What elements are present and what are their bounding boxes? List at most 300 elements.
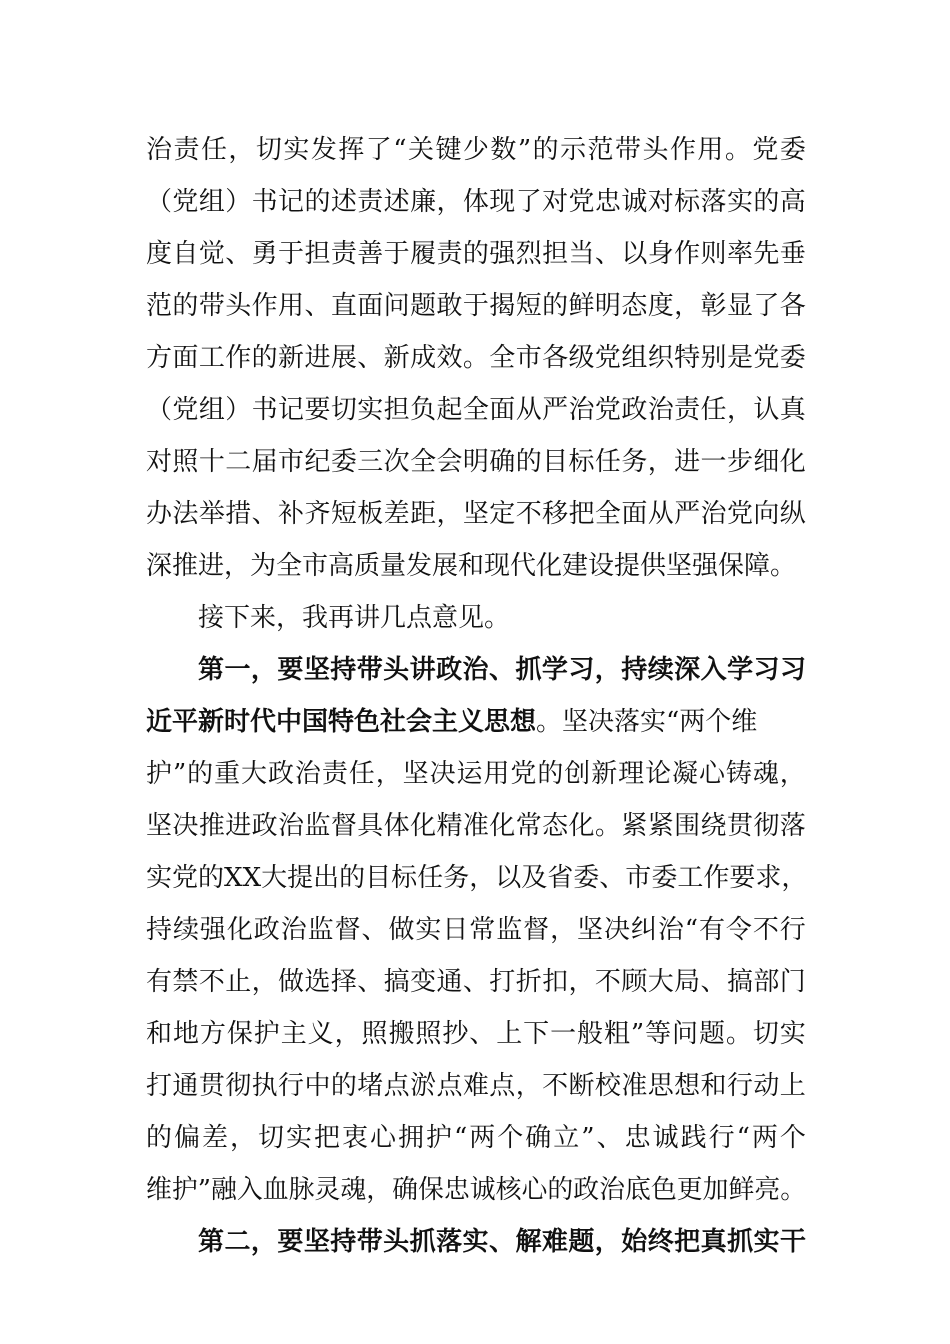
glyph: 、 [700, 967, 727, 997]
glyph: 题 [568, 1227, 595, 1257]
glyph: 通 [436, 967, 463, 997]
glyph: 成 [410, 343, 437, 373]
glyph: 、 [599, 863, 626, 893]
glyph: 不 [752, 915, 779, 945]
glyph: （ [146, 395, 173, 425]
glyph: 续 [172, 915, 199, 945]
glyph: ， [230, 1123, 257, 1153]
glyph: 创 [564, 759, 591, 789]
glyph: 抄 [442, 1019, 469, 1049]
glyph: 把 [314, 1123, 341, 1153]
glyph: 法 [172, 499, 199, 529]
glyph: 搬 [388, 1019, 415, 1049]
glyph: 面 [172, 343, 199, 373]
glyph: 移 [542, 499, 569, 529]
glyph: 推 [198, 811, 225, 841]
glyph: 对 [647, 187, 674, 217]
glyph: 终 [647, 1227, 674, 1257]
glyph: 高 [779, 187, 806, 217]
glyph: 治 [280, 915, 307, 945]
glyph: ， [779, 759, 806, 789]
glyph: 偏 [174, 1123, 201, 1153]
glyph: 了 [515, 187, 542, 217]
glyph: 的 [187, 759, 214, 789]
text-line [146, 488, 806, 540]
glyph: 党 [510, 759, 537, 789]
glyph: 组 [621, 343, 648, 373]
glyph: 是 [726, 343, 753, 373]
glyph: 、 [596, 1123, 623, 1153]
glyph: 强 [199, 915, 226, 945]
glyph: 党 [726, 499, 753, 529]
glyph: 想 [674, 1071, 701, 1101]
glyph: 自 [172, 239, 199, 269]
glyph: 十 [198, 447, 225, 477]
glyph: 委 [330, 447, 357, 477]
glyph: 变 [410, 967, 437, 997]
glyph: 进 [304, 343, 331, 373]
glyph: 方 [146, 343, 173, 373]
paragraph-transition [146, 592, 806, 644]
glyph: 党 [594, 343, 621, 373]
glyph: 政 [251, 811, 278, 841]
glyph: ， [250, 1227, 277, 1257]
glyph: 把 [674, 1227, 701, 1257]
glyph: 从 [647, 499, 674, 529]
glyph: ， [469, 863, 496, 893]
glyph: 止 [225, 967, 252, 997]
glyph: ， [436, 187, 463, 217]
glyph: 督 [334, 915, 361, 945]
glyph: 特 [674, 343, 701, 373]
text-line [146, 800, 806, 852]
text-line [146, 280, 806, 332]
glyph: 顾 [621, 967, 648, 997]
glyph: 照 [172, 447, 199, 477]
glyph: 强 [489, 239, 516, 269]
glyph: 理 [618, 759, 645, 789]
glyph: 紧 [621, 811, 648, 841]
glyph: 显 [726, 291, 753, 321]
glyph: 党 [594, 395, 621, 425]
glyph: 两 [469, 1123, 496, 1153]
glyph: 党 [752, 135, 779, 165]
glyph: 面 [621, 499, 648, 529]
glyph: 精 [436, 811, 463, 841]
glyph: 讲 [409, 655, 436, 685]
glyph: 少 [462, 135, 489, 165]
glyph: 持 [330, 1227, 357, 1257]
glyph: 局 [674, 967, 701, 997]
glyph: 解 [515, 1227, 542, 1257]
glyph: 以 [621, 239, 648, 269]
glyph: 勇 [251, 239, 278, 269]
glyph: 标 [391, 863, 418, 893]
glyph: 心 [698, 759, 725, 789]
glyph: 大 [241, 759, 268, 789]
glyph: 带 [615, 135, 642, 165]
glyph: 行 [779, 915, 806, 945]
glyph: 淤 [410, 1071, 437, 1101]
glyph: 抓 [409, 1227, 436, 1257]
glyph: 第 [198, 1227, 225, 1257]
glyph: 立 [553, 1123, 580, 1153]
glyph: 第 [198, 655, 225, 685]
glyph: 执 [251, 1071, 278, 1101]
glyph: 于 [462, 291, 489, 321]
glyph: 大 [261, 863, 288, 893]
glyph: 点 [489, 1071, 516, 1101]
glyph: 点 [383, 1071, 410, 1101]
glyph: 责 [674, 395, 701, 425]
glyph: 严 [674, 499, 701, 529]
glyph: 短 [515, 291, 542, 321]
glyph: 准 [462, 811, 489, 841]
glyph: 治 [568, 395, 595, 425]
glyph: 担 [383, 395, 410, 425]
glyph: 党 [172, 187, 199, 217]
glyph: X [242, 863, 262, 893]
glyph: 监 [496, 915, 523, 945]
glyph: 作 [251, 291, 278, 321]
glyph: 中 [304, 1071, 331, 1101]
glyph: 下 [523, 1019, 550, 1049]
glyph: 新 [383, 343, 410, 373]
glyph: 要 [729, 863, 756, 893]
glyph: 重 [214, 759, 241, 789]
glyph: 头 [383, 1227, 410, 1257]
glyph: 记 [278, 395, 305, 425]
glyph: 打 [146, 1071, 173, 1101]
glyph: 要 [277, 1227, 304, 1257]
glyph: 对 [146, 447, 173, 477]
glyph: ， [250, 655, 277, 685]
glyph: 习 [568, 655, 595, 685]
glyph: 贯 [726, 811, 753, 841]
glyph: 履 [410, 239, 437, 269]
glyph: 率 [726, 239, 753, 269]
heading-text [198, 1216, 806, 1268]
glyph: 起 [436, 395, 463, 425]
glyph: 不 [542, 1071, 569, 1101]
glyph: 向 [753, 499, 780, 529]
glyph: 关 [407, 135, 434, 165]
glyph: ” [172, 759, 187, 789]
glyph: 带 [356, 1227, 383, 1257]
glyph: 贯 [198, 1071, 225, 1101]
glyph: 决 [429, 759, 456, 789]
text-line [146, 124, 806, 176]
glyph: 凝 [672, 759, 699, 789]
glyph: 般 [577, 1019, 604, 1049]
glyph: 治 [647, 395, 674, 425]
glyph: 铸 [725, 759, 752, 789]
glyph: 明 [462, 447, 489, 477]
glyph: 担 [304, 239, 331, 269]
glyph: 学 [541, 655, 568, 685]
glyph: 键 [435, 135, 462, 165]
glyph: 护 [253, 1019, 280, 1049]
glyph: 个 [779, 1123, 806, 1153]
glyph: 、 [469, 1019, 496, 1049]
glyph: 以 [495, 863, 522, 893]
glyph: 责 [330, 239, 357, 269]
text-line [146, 956, 806, 1008]
glyph: 二 [225, 447, 252, 477]
glyph: 体 [462, 187, 489, 217]
glyph: 垂 [779, 239, 806, 269]
glyph: 一 [550, 1019, 577, 1049]
glyph: “ [454, 1123, 468, 1153]
line-text [146, 956, 806, 1008]
glyph: 从 [515, 395, 542, 425]
glyph: 政 [436, 655, 463, 685]
glyph: 各 [779, 291, 806, 321]
glyph: 的 [251, 343, 278, 373]
glyph: 了 [753, 291, 780, 321]
glyph: 进 [674, 447, 701, 477]
glyph: 标 [674, 187, 701, 217]
glyph: 实 [779, 1019, 806, 1049]
line-text [146, 904, 806, 956]
glyph: 市 [278, 447, 305, 477]
glyph: 坚 [303, 1227, 330, 1257]
glyph: 实 [286, 1123, 313, 1153]
glyph: 三 [357, 447, 384, 477]
glyph: 坚 [402, 759, 429, 789]
glyph: 坚 [303, 655, 330, 685]
glyph: 切 [258, 1123, 285, 1153]
glyph: 主 [280, 1019, 307, 1049]
glyph: 于 [383, 239, 410, 269]
glyph: 坚 [462, 499, 489, 529]
glyph: 用 [278, 291, 305, 321]
glyph: 补 [278, 499, 305, 529]
text-line [146, 748, 806, 800]
glyph: 全 [410, 447, 437, 477]
glyph: 行 [278, 1071, 305, 1101]
glyph: ， [647, 447, 674, 477]
glyph: 政 [253, 915, 280, 945]
glyph: 不 [594, 967, 621, 997]
glyph: 运 [456, 759, 483, 789]
glyph: 新 [278, 343, 305, 373]
glyph: 先 [753, 239, 780, 269]
glyph: 任 [348, 759, 375, 789]
text-line [146, 384, 806, 436]
glyph: 习 [779, 655, 806, 685]
glyph: 决 [603, 915, 630, 945]
glyph: 和 [146, 1019, 173, 1049]
glyph: 板 [357, 499, 384, 529]
glyph: 。 [594, 811, 621, 841]
glyph: 任 [700, 395, 727, 425]
glyph: 始 [621, 1227, 648, 1257]
glyph: 实 [357, 395, 384, 425]
glyph: 于 [278, 239, 305, 269]
glyph: 护 [426, 1123, 453, 1153]
glyph: 落 [436, 1227, 463, 1257]
glyph: 论 [645, 759, 672, 789]
glyph: 范 [146, 291, 173, 321]
glyph: 目 [365, 863, 392, 893]
glyph: 、 [361, 915, 388, 945]
glyph: ， [594, 655, 621, 685]
glyph: 习 [753, 655, 780, 685]
text-line [146, 1008, 806, 1060]
glyph: 绕 [700, 811, 727, 841]
glyph: 担 [542, 239, 569, 269]
heading-text [198, 644, 806, 696]
line-text: 维护”融入血脉灵魂，确保忠诚核心的政治底色更加鲜亮。 [146, 1175, 807, 1205]
glyph: 抓 [515, 655, 542, 685]
glyph: 对 [542, 187, 569, 217]
glyph: 定 [489, 499, 516, 529]
glyph: 粗 [603, 1019, 630, 1049]
glyph: 禁 [172, 967, 199, 997]
glyph: 实 [726, 187, 753, 217]
glyph: 的 [198, 863, 225, 893]
glyph: 治 [700, 499, 727, 529]
glyph: 组 [198, 395, 225, 425]
glyph: 的 [172, 291, 199, 321]
glyph: 头 [383, 655, 410, 685]
glyph: 的 [537, 759, 564, 789]
glyph: 各 [542, 343, 569, 373]
glyph: 面 [489, 395, 516, 425]
glyph: 务 [621, 447, 648, 477]
glyph: 委 [779, 343, 806, 373]
glyph: 鲜 [568, 291, 595, 321]
glyph: 两 [751, 1123, 778, 1153]
glyph: 织 [647, 343, 674, 373]
glyph: 入 [700, 655, 727, 685]
glyph: 护 [146, 759, 173, 789]
glyph: 确 [525, 1123, 552, 1153]
glyph: 市 [515, 343, 542, 373]
glyph: 上 [779, 1071, 806, 1101]
glyph: 、 [357, 967, 384, 997]
glyph: 用 [697, 135, 724, 165]
glyph: 持 [621, 655, 648, 685]
glyph: 提 [287, 863, 314, 893]
glyph: 会 [436, 447, 463, 477]
glyph: 题 [410, 291, 437, 321]
glyph: 行 [708, 1123, 735, 1153]
glyph: 干 [779, 1227, 806, 1257]
glyph: 短 [330, 499, 357, 529]
text-line [146, 436, 806, 488]
glyph: 举 [198, 499, 225, 529]
glyph: 全 [594, 499, 621, 529]
glyph: 照 [361, 1019, 388, 1049]
glyph: 纵 [779, 499, 806, 529]
glyph: 委 [651, 863, 678, 893]
glyph: 党 [568, 187, 595, 217]
glyph: 务 [443, 863, 470, 893]
glyph: 政 [267, 759, 294, 789]
glyph: 责 [173, 135, 200, 165]
glyph: 度 [146, 239, 173, 269]
glyph: 标 [568, 447, 595, 477]
glyph: ， [781, 863, 808, 893]
glyph: 体 [383, 811, 410, 841]
glyph: 思 [647, 1071, 674, 1101]
glyph: 治 [146, 135, 173, 165]
glyph: 进 [225, 811, 252, 841]
glyph: 真 [779, 395, 806, 425]
glyph: 当 [568, 239, 595, 269]
glyph: 化 [489, 811, 516, 841]
glyph: ， [726, 395, 753, 425]
glyph: 任 [594, 447, 621, 477]
glyph: 记 [278, 187, 305, 217]
glyph: 搞 [383, 967, 410, 997]
glyph: 效 [436, 343, 463, 373]
glyph: 问 [672, 1019, 699, 1049]
line-text [146, 384, 806, 436]
glyph: 的 [753, 187, 780, 217]
glyph: 把 [568, 499, 595, 529]
glyph: 全 [489, 343, 516, 373]
glyph: 任 [200, 135, 227, 165]
glyph: 彰 [700, 291, 727, 321]
heading-text: 近平新时代中国特色社会主义思想 [146, 707, 537, 737]
glyph: 和 [700, 1071, 727, 1101]
glyph: 难 [462, 1071, 489, 1101]
glyph: 题 [698, 1019, 725, 1049]
glyph: 态 [621, 291, 648, 321]
glyph: 部 [753, 967, 780, 997]
glyph: 大 [647, 967, 674, 997]
glyph: 行 [726, 1071, 753, 1101]
glyph: 书 [251, 187, 278, 217]
line-text [146, 1008, 806, 1060]
glyph: 、 [357, 343, 384, 373]
text-line [146, 852, 806, 904]
glyph: （ [146, 187, 173, 217]
glyph: 用 [483, 759, 510, 789]
glyph: 治 [294, 759, 321, 789]
glyph: 责 [436, 239, 463, 269]
glyph: 断 [568, 1071, 595, 1101]
text-line [146, 1164, 806, 1216]
glyph: 齐 [304, 499, 331, 529]
glyph: ， [251, 967, 278, 997]
glyph: 日 [442, 915, 469, 945]
glyph: 坚 [577, 915, 604, 945]
line-text [146, 748, 806, 800]
glyph: 一 [224, 655, 251, 685]
glyph: 别 [700, 343, 727, 373]
glyph: 堵 [357, 1071, 384, 1101]
glyph: 的 [304, 187, 331, 217]
text-line [146, 228, 806, 280]
glyph: 全 [462, 395, 489, 425]
glyph: 措 [225, 499, 252, 529]
glyph: 办 [146, 499, 173, 529]
glyph: 门 [779, 967, 806, 997]
glyph: 持 [330, 655, 357, 685]
glyph: 、 [488, 655, 515, 685]
glyph: ） [225, 187, 252, 217]
glyph: 差 [202, 1123, 229, 1153]
glyph: 工 [677, 863, 704, 893]
glyph: ” [581, 1123, 595, 1153]
glyph: 展 [330, 343, 357, 373]
line-text [146, 332, 806, 384]
line-text [146, 228, 806, 280]
